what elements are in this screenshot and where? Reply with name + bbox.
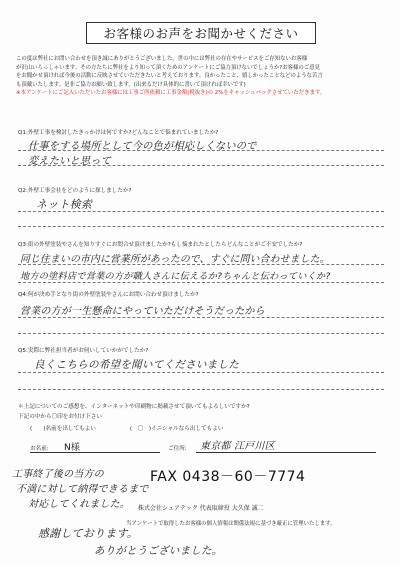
q2-answer: ネット検索 bbox=[36, 198, 92, 211]
q3-answer-line2: 地方の塗料店で営業の方が職人さんに伝えるか?ちゃんと伝わっていくか? bbox=[20, 271, 331, 282]
answer-rule bbox=[18, 333, 384, 334]
q5-answer: 良くこちらの希望を聞いてくださいました bbox=[34, 359, 240, 371]
consent-option-name[interactable]: ( )名前を出してもよい bbox=[30, 426, 96, 432]
intro-line: が沢山いらっしゃいます。その方たちに弊社をより知って頂くためのアンケートにご協力頂けないでしょうか?お客様のご意見 bbox=[16, 64, 320, 71]
handwritten-comment-line4: 感謝しております。 bbox=[38, 527, 138, 540]
answer-rule bbox=[18, 372, 384, 373]
q1-answer-line2: 変えたいと思って bbox=[28, 156, 112, 167]
cashback-note: ※本アンケートにご記入いただいたお客様には工事ご所依頼に工事金額(税抜き)の 2%をキャッシュバックさせていただきます。 bbox=[16, 90, 326, 97]
intro-line: をお聞かせ頂ければ今後の活動に反映させていただきたいと考えております。良かったこと、嬉しかったことなどのような苦言 bbox=[16, 73, 323, 80]
q3-label: Q3:街の外壁塗装やさんを知りすぐにお問合せ頂けましたか?もし悩まれたとしたらどんなことがご不安でしたか? bbox=[18, 242, 303, 248]
q1-answer-line1: 仕事をする場所として今の色が相応しくないので bbox=[28, 141, 257, 152]
consent-question: ＊上記についてのご感想を、インターネットや印刷物に掲載させて頂いてもよろしいですか? bbox=[18, 404, 250, 410]
q3-answer-line1: 同じ住まいの市内に営業所があったので、すぐに問い合わせました。 bbox=[20, 254, 330, 265]
handwritten-comment-line3: 対応してくれました。 bbox=[28, 499, 130, 510]
name-rule bbox=[30, 452, 160, 453]
address-value: 東京都 江戸川区 bbox=[200, 441, 275, 452]
answer-rule bbox=[18, 282, 384, 283]
q2-label: Q2:外壁工事会社をどのように探しましたか? bbox=[18, 188, 132, 194]
answer-rule bbox=[18, 150, 384, 151]
survey-title: お客様のお声をお聞かせください bbox=[86, 22, 316, 44]
company-name: 株式会社シュアテック 代表取締役 大久保 誠二 bbox=[138, 505, 264, 512]
answer-rule bbox=[18, 389, 384, 390]
consent-instruction: 下記の中から〇印をお付け下さい bbox=[18, 414, 102, 420]
consent-options bbox=[30, 424, 223, 432]
intro-line: も頂戴いたします。是非ご協力お願い致します。(出来るだけ具体的に書いて頂ければ幸いです) bbox=[16, 81, 246, 88]
answer-rule bbox=[18, 211, 384, 212]
privacy-note: 当アンケートで取得したお客様の個人情報は関係法規に基づき厳正に管理いたします。 bbox=[126, 521, 336, 527]
name-value: N様 bbox=[64, 443, 81, 453]
consent-option-initial[interactable]: ( 〇 )イニシャルなら出してもよい bbox=[129, 426, 224, 432]
intro-line: この度は弊社にお問い合わせを頂き誠にありがとうございました。世の中には弊社の存在やサービスをご存知ないお客様 bbox=[16, 56, 308, 62]
q4-label: Q4:何が決め手となり街の外壁塗装やさんにお問い合わせ頂けましたか? bbox=[18, 292, 199, 298]
answer-rule bbox=[18, 226, 384, 227]
address-label: ご住所: bbox=[168, 446, 187, 452]
name-label: お名前: bbox=[30, 446, 49, 452]
q4-answer: 営業の方が一生懸命にやっていただけそうだったから bbox=[20, 306, 265, 317]
handwritten-comment-line2: 不満に対して納得できるまで bbox=[16, 484, 149, 495]
answer-rule bbox=[18, 317, 384, 318]
answer-rule bbox=[18, 165, 384, 166]
intro-text bbox=[16, 55, 388, 98]
address-rule bbox=[196, 452, 376, 453]
fax-number: FAX 0438－60－7774 bbox=[150, 469, 306, 485]
q5-label: Q5:実際に弊社担当者がお伺いしていかがでしたか? bbox=[18, 348, 149, 354]
handwritten-comment-line5: ありがとうございました。 bbox=[94, 545, 223, 557]
answer-rule bbox=[18, 264, 384, 265]
q1-label: Q1:外壁工事を検討したきっかけは何ですか?どんなことで悩まれていましたか? bbox=[18, 130, 219, 136]
handwritten-comment-line1: 工事終了後の当方の bbox=[12, 469, 104, 480]
